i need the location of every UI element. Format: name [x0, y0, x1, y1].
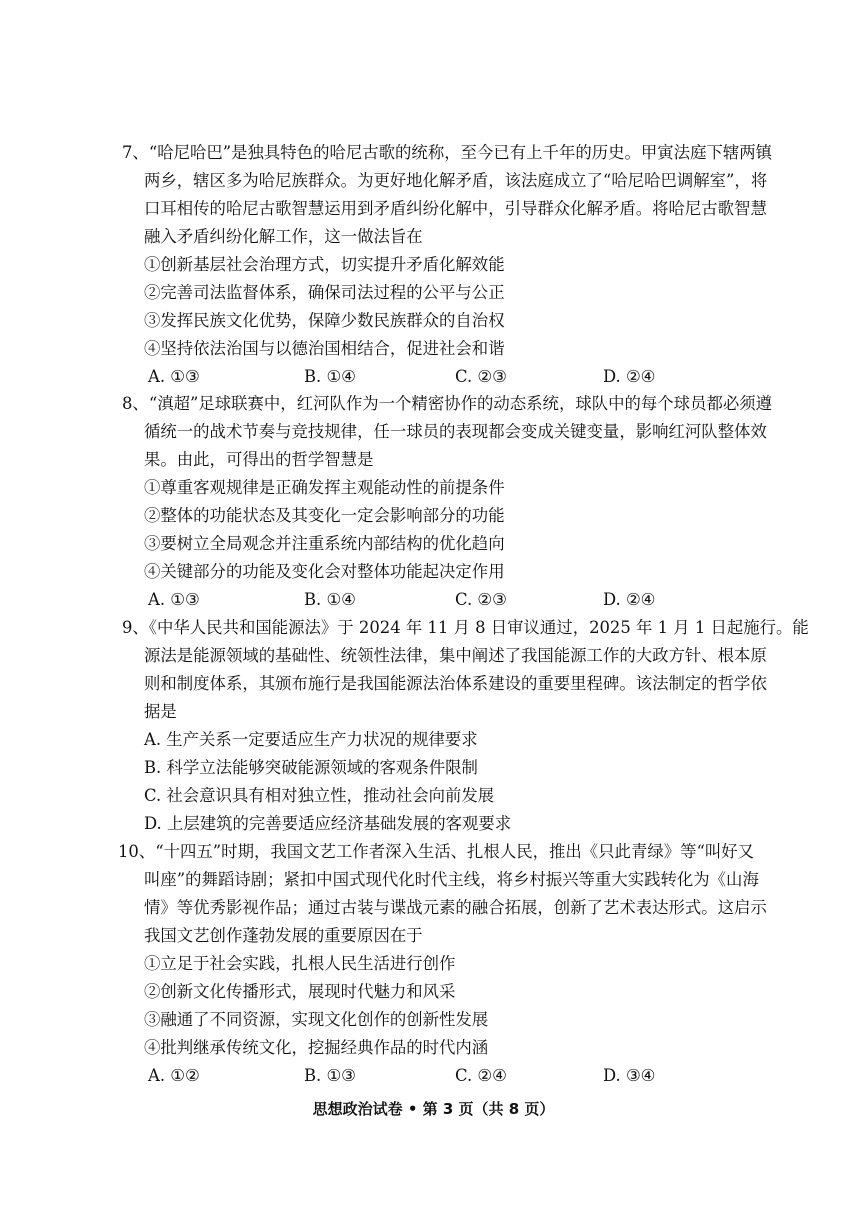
- q8-statement-1: ①尊重客观规律是正确发挥主观能动性的前提条件: [144, 478, 505, 497]
- q7-choice-a: A. ①③: [148, 367, 200, 386]
- q8-statement-3: ③要树立全局观念并注重系统内部结构的优化趋向: [144, 534, 505, 553]
- q8-choice-a: A. ①③: [148, 590, 200, 609]
- q7-line-4: 融入矛盾纠纷化解工作，这一做法旨在: [144, 227, 423, 246]
- q8-line-1: 8、“滇超”足球联赛中，红河队作为一个精密协作的动态系统，球队中的每个球员都必须遵: [122, 394, 773, 413]
- q10-choice-d: D. ③④: [603, 1066, 656, 1085]
- q9-line-1: 9、《中华人民共和国能源法》于 2024 年 11 月 8 日审议通过，2025 年 1 月 1 日起施行。能: [122, 618, 809, 637]
- q10-statement-4: ④批判继承传统文化，挖掘经典作品的时代内涵: [144, 1038, 489, 1057]
- q7-choice-d: D. ②④: [603, 367, 656, 386]
- q7-line-1: 7、“哈尼哈巴”是独具特色的哈尼古歌的统称，至今已有上千年的历史。甲寅法庭下辖两镇: [122, 143, 773, 162]
- q9-option-d: D. 上层建筑的完善要适应经济基础发展的客观要求: [144, 814, 512, 833]
- q8-line-3: 果。由此，可得出的哲学智慧是: [144, 450, 374, 469]
- page-footer: 思想政治试卷 • 第 3 页（共 8 页）: [312, 1100, 555, 1118]
- q10-choice-b: B. ①③: [304, 1066, 356, 1085]
- q10-choice-c: C. ②④: [455, 1066, 507, 1085]
- q7-statement-4: ④坚持依法治国与以德治国相结合，促进社会和谐: [144, 339, 505, 358]
- q9-option-a: A. 生产关系一定要适应生产力状况的规律要求: [144, 730, 478, 749]
- q10-line-4: 我国文艺创作蓬勃发展的重要原因在于: [144, 926, 423, 945]
- q7-statement-3: ③发挥民族文化优势，保障少数民族群众的自治权: [144, 311, 505, 330]
- q8-choice-d: D. ②④: [603, 590, 656, 609]
- q10-line-1: 10、“十四五”时期，我国文艺工作者深入生活、扎根人民，推出《只此青绿》等“叫好又: [118, 842, 755, 861]
- q10-choice-a: A. ①②: [148, 1066, 200, 1085]
- q9-option-c: C. 社会意识具有相对独立性，推动社会向前发展: [144, 786, 495, 805]
- q10-statement-2: ②创新文化传播形式，展现时代魅力和风采: [144, 982, 456, 1001]
- q7-choice-c: C. ②③: [455, 367, 507, 386]
- q8-line-2: 循统一的战术节奏与竞技规律，任一球员的表现都会变成关键变量，影响红河队整体效: [144, 422, 767, 441]
- q7-line-3: 口耳相传的哈尼古歌智慧运用到矛盾纠纷化解中，引导群众化解矛盾。将哈尼古歌智慧: [144, 199, 767, 218]
- q10-line-3: 情》等优秀影视作品；通过古装与谍战元素的融合拓展，创新了艺术表达形式。这启示: [144, 898, 767, 917]
- q7-line-2: 两乡，辖区多为哈尼族群众。为更好地化解矛盾，该法庭成立了“哈尼哈巴调解室”，将: [144, 171, 768, 190]
- q8-choice-b: B. ①④: [304, 590, 356, 609]
- q7-statement-1: ①创新基层社会治理方式，切实提升矛盾化解效能: [144, 255, 505, 274]
- q10-statement-3: ③融通了不同资源，实现文化创作的创新性发展: [144, 1010, 489, 1029]
- q8-statement-4: ④关键部分的功能及变化会对整体功能起决定作用: [144, 562, 505, 581]
- q9-line-2: 源法是能源领域的基础性、统领性法律，集中阐述了我国能源工作的大政方针、根本原: [144, 646, 767, 665]
- q8-choice-c: C. ②③: [455, 590, 507, 609]
- q9-line-3: 则和制度体系，其颁布施行是我国能源法治体系建设的重要里程碑。该法制定的哲学依: [144, 674, 767, 693]
- q10-line-2: 叫座”的舞蹈诗剧；紧扣中国式现代化时代主线，将乡村振兴等重大实践转化为《山海: [144, 870, 759, 889]
- q10-statement-1: ①立足于社会实践，扎根人民生活进行创作: [144, 954, 456, 973]
- q9-option-b: B. 科学立法能够突破能源领域的客观条件限制: [144, 758, 478, 777]
- q7-statement-2: ②完善司法监督体系，确保司法过程的公平与公正: [144, 283, 505, 302]
- q8-statement-2: ②整体的功能状态及其变化一定会影响部分的功能: [144, 506, 505, 525]
- q7-choice-b: B. ①④: [304, 367, 356, 386]
- q9-line-4: 据是: [144, 702, 177, 721]
